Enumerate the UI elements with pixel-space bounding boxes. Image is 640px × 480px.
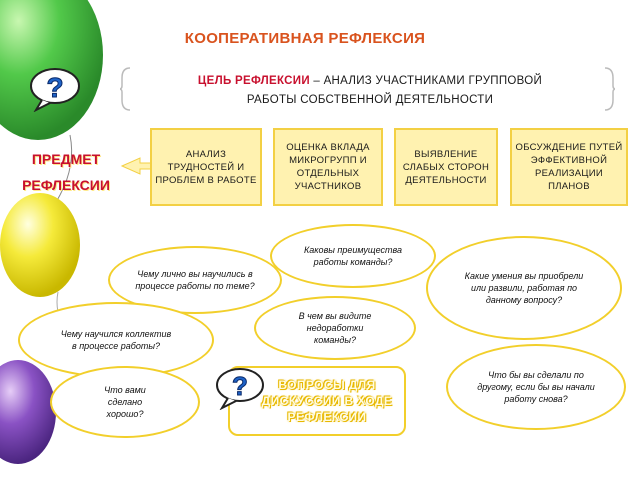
question-team-advantages: Каковы преимущества работы команды? [270, 224, 436, 288]
subject-line1: ПРЕДМЕТ [31, 151, 101, 167]
goal-label: ЦЕЛЬ РЕФЛЕКСИИ [197, 75, 310, 87]
goal-text-line1: – АНАЛИЗ УЧАСТНИКАМИ ГРУППОВОЙ [309, 75, 543, 87]
question-skills-acquired: Какие умения вы приобрели или развили, работая по данному вопросу? [426, 236, 622, 340]
question-do-differently: Что бы вы сделали по другому, если бы вы начали работу снова? [446, 344, 626, 430]
goal-statement [130, 72, 610, 110]
subject-box-contribution: ОЦЕНКА ВКЛАДА МИКРОГРУПП И ОТДЕЛЬНЫХ УЧАСТНИКОВ [273, 128, 383, 206]
purple-balloon [0, 360, 56, 464]
subject-label [6, 146, 126, 198]
subject-box-weaknesses: ВЫЯВЛЕНИЕ СЛАБЫХ СТОРОН ДЕЯТЕЛЬНОСТИ [394, 128, 498, 206]
svg-text:?: ? [46, 72, 64, 103]
question-team-learned: Чему научился коллектив в процессе работы? [18, 302, 214, 378]
question-bubble-icon [28, 66, 82, 112]
question-learned-personally: Чему лично вы научились в процессе работы по теме? [108, 246, 282, 314]
question-bubble-icon-center [214, 366, 266, 410]
subject-line2: РЕФЛЕКСИИ [22, 177, 110, 193]
subject-box-difficulties: АНАЛИЗ ТРУДНОСТЕЙ И ПРОБЛЕМ В РАБОТЕ [150, 128, 262, 206]
question-team-shortcomings: В чем вы видите недоработки команды? [254, 296, 416, 360]
subject-box-discussion: ОБСУЖДЕНИЕ ПУТЕЙ ЭФФЕКТИВНОЙ РЕАЛИЗАЦИИ ПЛАНОВ [510, 128, 628, 206]
svg-text:?: ? [232, 371, 248, 401]
goal-text-line2: РАБОТЫ СОБСТВЕННОЙ ДЕЯТЕЛЬНОСТИ [246, 94, 494, 106]
discussion-questions-box: ВОПРОСЫ ДЛЯ ДИСКУССИИ В ХОДЕ РЕФЛЕКСИИ [228, 366, 406, 436]
page-title: КООПЕРАТИВНАЯ РЕФЛЕКСИЯ [184, 30, 426, 47]
question-done-well: Что вами сделано хорошо? [50, 366, 200, 438]
